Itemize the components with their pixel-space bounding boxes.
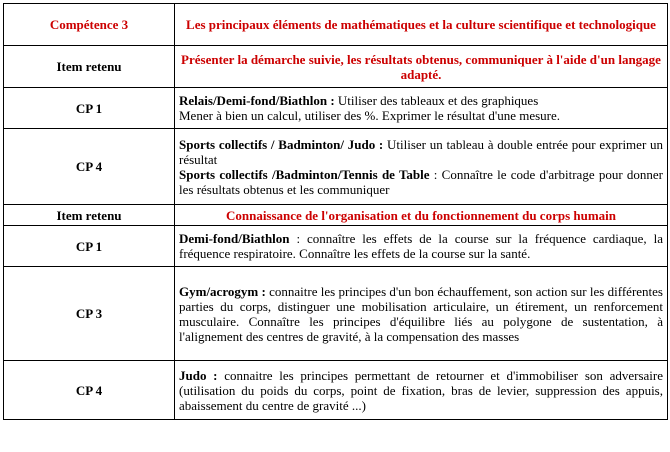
- description-text: : Connaître le code d'arbitrage pour donner les résultats obtenus et les communiquer: [179, 166, 663, 197]
- cp-description: [175, 267, 668, 361]
- description-text: Mener à bien un calcul, utiliser des %. Exprimer le résultat d'une mesure.: [179, 108, 561, 123]
- table-row: [4, 88, 668, 129]
- cp-description: [175, 361, 668, 420]
- competence-table: [3, 3, 668, 420]
- cp-label: CP 1: [4, 226, 175, 267]
- activity-names: Sports collectifs /Badminton/Tennis de Table: [179, 166, 430, 182]
- cp-label: CP 4: [4, 129, 175, 205]
- cp-description: [175, 88, 668, 129]
- description-text: connaitre les principes d'un bon échauffement, son action sur les différentes parties du corps, distinguer une mobilisation articulaire, un étirement, un renforcement musculaire. Connaître les principes d'équilibre liés au polygone de sustentation, à l'alignement des centres de gravité, à la compensation des masses: [179, 283, 663, 344]
- description-line: [179, 93, 663, 108]
- header-row: [4, 4, 668, 46]
- item-row: [4, 46, 668, 88]
- table-row: [4, 226, 668, 267]
- table-row: [4, 129, 668, 205]
- description-text: Utiliser un tableau à double entrée pour exprimer un résultat: [179, 136, 663, 167]
- item-title: Présenter la démarche suivie, les résultats obtenus, communiquer à l'aide d'un langage adapté.: [175, 46, 668, 88]
- cp-description: [175, 226, 668, 267]
- item-label: Item retenu: [4, 46, 175, 88]
- table-row: [4, 361, 668, 420]
- cp-description: [175, 129, 668, 205]
- activity-names: Demi-fond/Biathlon: [179, 231, 290, 246]
- item-label: Item retenu: [4, 205, 175, 226]
- cp-label: CP 3: [4, 267, 175, 361]
- competence-title: Les principaux éléments de mathématiques et la culture scientifique et technologique: [175, 4, 668, 46]
- description-line: [179, 167, 663, 197]
- description-line: [179, 137, 663, 167]
- activity-names: Relais/Demi-fond/Biathlon :: [179, 93, 335, 108]
- table-row: [4, 267, 668, 361]
- competence-label: Compétence 3: [4, 4, 175, 46]
- item-title: Connaissance de l'organisation et du fonctionnement du corps humain: [175, 205, 668, 226]
- description-text: Utiliser des tableaux et des graphiques: [334, 93, 539, 108]
- description-line: [179, 108, 663, 123]
- item-row: [4, 205, 668, 226]
- activity-names: Judo :: [179, 367, 218, 383]
- description-text: connaitre les principes permettant de retourner et d'immobiliser son adversaire (utilisation du poids du corps, point de fixation, bras de levier, suppression des appuis, abaissement du centre de gravité ...): [179, 367, 663, 413]
- activity-names: Sports collectifs / Badminton/ Judo :: [179, 136, 384, 152]
- activity-names: Gym/acrogym :: [179, 283, 266, 299]
- cp-label: CP 1: [4, 88, 175, 129]
- description-text: : connaître les effets de la course sur la fréquence cardiaque, la fréquence respiratoire. Connaître les effets de la course sur la santé.: [179, 231, 663, 261]
- cp-label: CP 4: [4, 361, 175, 420]
